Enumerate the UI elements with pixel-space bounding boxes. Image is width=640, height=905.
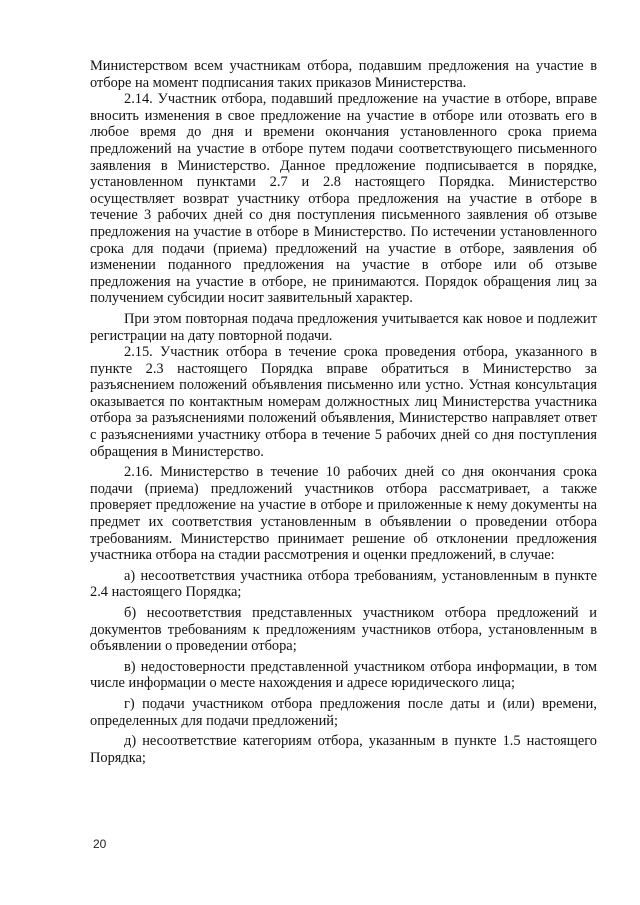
paragraph-2-15: 2.15. Участник отбора в течение срока проведения отбора, указанного в пункте 2.3 настоящего Порядка вправе обратиться в Министерство за разъяснением положений объявления письменно или устно. Устная консультация оказывается по контактным номерам должностных лиц Министерства участника отбора за разъяснениями положений объявления, Министерство направляет ответ с разъяснениями участнику отбора в течение 5 рабочих дней со дня поступления обращения в Министерство. bbox=[90, 344, 597, 460]
paragraph-repeat-submission: При этом повторная подача предложения учитывается как новое и подлежит регистрации на дату повторной подачи. bbox=[90, 310, 597, 344]
list-item-g: г) подачи участником отбора предложения после даты и (или) времени, определенных для подачи предложений; bbox=[90, 695, 597, 729]
list-item-a: а) несоответствия участника отбора требованиям, установленным в пункте 2.4 настоящего Порядка; bbox=[90, 567, 597, 601]
paragraph-2-16: 2.16. Министерство в течение 10 рабочих дней со дня окончания срока подачи (приема) предложений участников отбора рассматривает, а также проверяет предложение на участие в отборе и приложенные к нему документы на предмет их соответствия установленным в объявлении о проведении отбора требованиям. Министерство принимает решение об отклонении предложения участника отбора на стадии рассмотрения и оценки предложений, в случае: bbox=[90, 464, 597, 564]
list-item-v: в) недостоверности представленной участником отбора информации, в том числе информации о месте нахождения и адресе юридического лица; bbox=[90, 658, 597, 692]
paragraph-continuation: Министерством всем участникам отбора, подавшим предложения на участие в отборе на момент подписания таких приказов Министерства. bbox=[90, 58, 597, 91]
list-item-d: д) несоответствие категориям отбора, указанным в пункте 1.5 настоящего Порядка; bbox=[90, 733, 597, 766]
paragraph-2-14: 2.14. Участник отбора, подавший предложение на участие в отборе, вправе вносить изменения в свое предложение на участие в отборе или отозвать его в любое время до дня и времени окончания установленного срока приема предложений на участие в отборе путем подачи соответствующего письменного заявления в Министерство. Данное предложение подписывается в порядке, установленном пунктами 2.7 и 2.8 настоящего Порядка. Министерство осуществляет возврат участнику отбора предложения на участие в отборе в течение 3 рабочих дней со дня поступления письменного заявления об отзыве предложения на участие в отборе в Министерство. По истечении установленного срока для подачи (приема) предложений на участие в отборе, заявления об изменении поданного предложения на участие в отборе или об отзыве предложения на участие в отборе, не принимаются. Порядок обращения лиц за получением субсидии носит заявительный характер. bbox=[90, 91, 597, 307]
list-item-b: б) несоответствия представленных участником отбора предложений и документов требованиям к предложениям участников отбора, установленным в объявлении о проведении отбора; bbox=[90, 605, 597, 655]
page-number: 20 bbox=[93, 837, 107, 851]
document-page bbox=[90, 58, 597, 766]
